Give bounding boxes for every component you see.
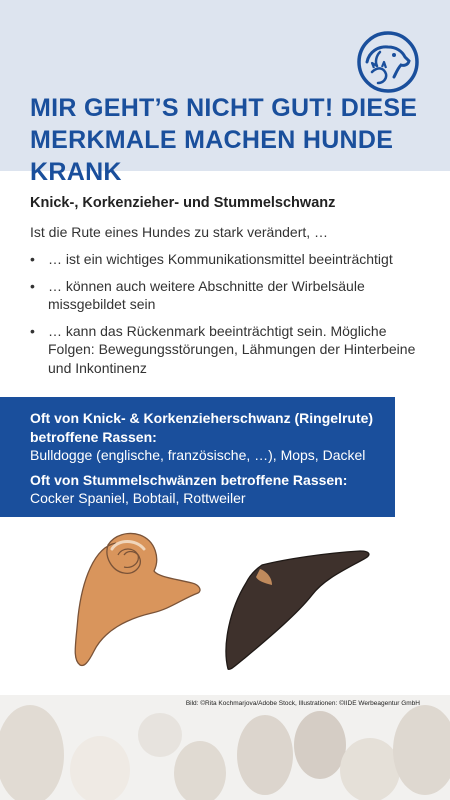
infobox-text-2: Cocker Spaniel, Bobtail, Rottweiler: [30, 490, 246, 506]
infobox-text-1: Bulldogge (englische, französische, …), Mops, Dackel: [30, 447, 366, 463]
dog-cat-logo-icon: [356, 30, 420, 94]
title-line-2: MERKMALE MACHEN HUNDE KRANK: [30, 126, 394, 186]
affected-breeds-box: [0, 397, 395, 517]
dog-photo-strip: [0, 695, 450, 800]
bullet-item: • … können auch weitere Abschnitte der Wirbelsäule missgebildet sein: [30, 277, 430, 314]
infobox-heading-2: Oft von Stummelschwänzen betroffene Rassen:: [30, 471, 348, 488]
curled-tail-illustration: [75, 533, 200, 665]
title-line-1: MIR GEHT’S NICHT GUT! DIESE: [30, 94, 418, 122]
dogs-photo: [0, 695, 450, 800]
image-credit: Bild: ©Rita Kochmarjova/Adobe Stock, Illustrationen: ©IIDE Werbeagentur GmbH: [185, 700, 420, 707]
header-banner: [0, 0, 450, 186]
bullet-list: [30, 250, 430, 377]
tail-illustrations: [0, 525, 450, 695]
docked-tail-illustration: [226, 551, 369, 669]
bullet-item: • … ist ein wichtiges Kommunikationsmittel beeinträchtigt: [30, 250, 430, 269]
section-heading: Knick-, Korkenzieher- und Stummelschwanz: [30, 195, 336, 211]
bullet-item: • … kann das Rückenmark beeinträchtigt sein. Mögliche Folgen: Bewegungsstörungen, Lähmungen der Hinterbeine und Inkontinenz: [30, 322, 430, 378]
tail-section: [30, 193, 430, 385]
section-intro: Ist die Rute eines Hundes zu stark verändert, …: [30, 224, 329, 240]
infobox-heading-1: Oft von Knick- & Korkenzieherschwanz (Ringelrute) betroffene Rassen:: [30, 410, 374, 445]
page-title: [30, 92, 430, 188]
